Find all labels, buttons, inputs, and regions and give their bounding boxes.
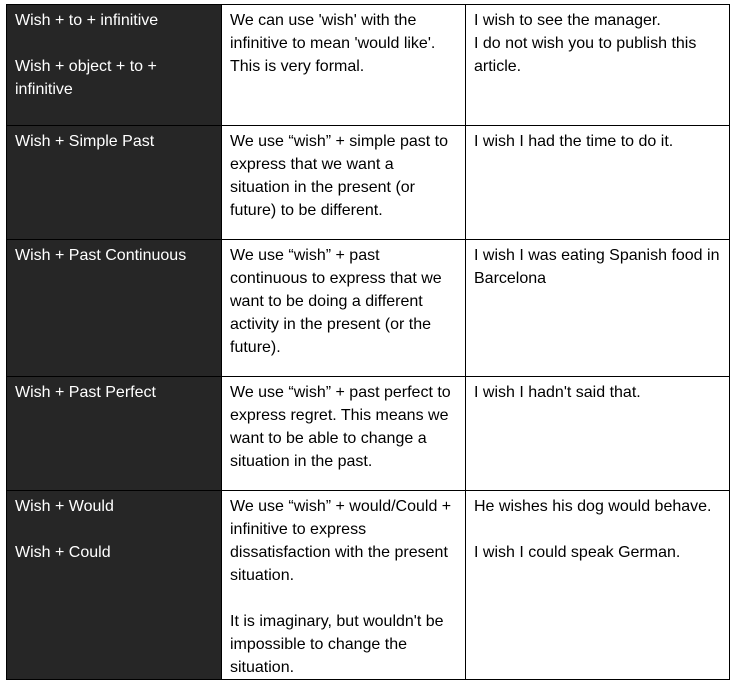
structure-cell bbox=[7, 5, 222, 126]
example-text: I do not wish you to publish this article. bbox=[474, 35, 697, 75]
example-cell bbox=[466, 5, 730, 126]
explanation-cell bbox=[222, 5, 466, 126]
structure-label: Wish + Past Perfect bbox=[15, 384, 156, 401]
example-text: I wish I could speak German. bbox=[474, 544, 681, 561]
structure-label: Wish + object + to + infinitive bbox=[15, 58, 157, 98]
table-row bbox=[7, 491, 730, 680]
structure-cell bbox=[7, 240, 222, 377]
structure-label: Wish + Could bbox=[15, 544, 111, 561]
example-cell bbox=[466, 491, 730, 680]
structure-cell bbox=[7, 377, 222, 491]
example-text: I wish I was eating Spanish food in Barcelona bbox=[474, 247, 720, 287]
explanation-text: We can use 'wish' with the infinitive to mean 'would like'. This is very formal. bbox=[230, 12, 436, 75]
table-row bbox=[7, 5, 730, 126]
explanation-cell bbox=[222, 126, 466, 240]
structure-cell bbox=[7, 491, 222, 680]
explanation-cell bbox=[222, 240, 466, 377]
table-row bbox=[7, 377, 730, 491]
structure-cell bbox=[7, 126, 222, 240]
structure-label: Wish + Simple Past bbox=[15, 133, 155, 150]
example-text: I wish to see the manager. bbox=[474, 12, 661, 29]
example-cell bbox=[466, 126, 730, 240]
example-cell bbox=[466, 240, 730, 377]
explanation-text: We use “wish” + past continuous to express that we want to be doing a different activity in the present (or the future). bbox=[230, 247, 442, 356]
explanation-cell bbox=[222, 377, 466, 491]
example-text: I wish I had the time to do it. bbox=[474, 133, 674, 150]
explanation-text: It is imaginary, but wouldn't be impossible to change the situation. bbox=[230, 613, 444, 676]
explanation-text: We use “wish” + past perfect to express regret. This means we want to be able to change a situation in the past. bbox=[230, 384, 451, 470]
example-text: He wishes his dog would behave. bbox=[474, 498, 712, 515]
structure-label: Wish + Would bbox=[15, 498, 114, 515]
structure-label: Wish + Past Continuous bbox=[15, 247, 187, 264]
explanation-text: We use “wish” + simple past to express that we want a situation in the present (or future) to be different. bbox=[230, 133, 449, 219]
table-row bbox=[7, 126, 730, 240]
table-row bbox=[7, 240, 730, 377]
explanation-text: We use “wish” + would/Could + infinitive to express dissatisfaction with the present situation. bbox=[230, 498, 452, 584]
wish-grammar-table bbox=[6, 4, 730, 680]
structure-label: Wish + to + infinitive bbox=[15, 12, 159, 29]
example-cell bbox=[466, 377, 730, 491]
example-text: I wish I hadn't said that. bbox=[474, 384, 641, 401]
explanation-cell bbox=[222, 491, 466, 680]
